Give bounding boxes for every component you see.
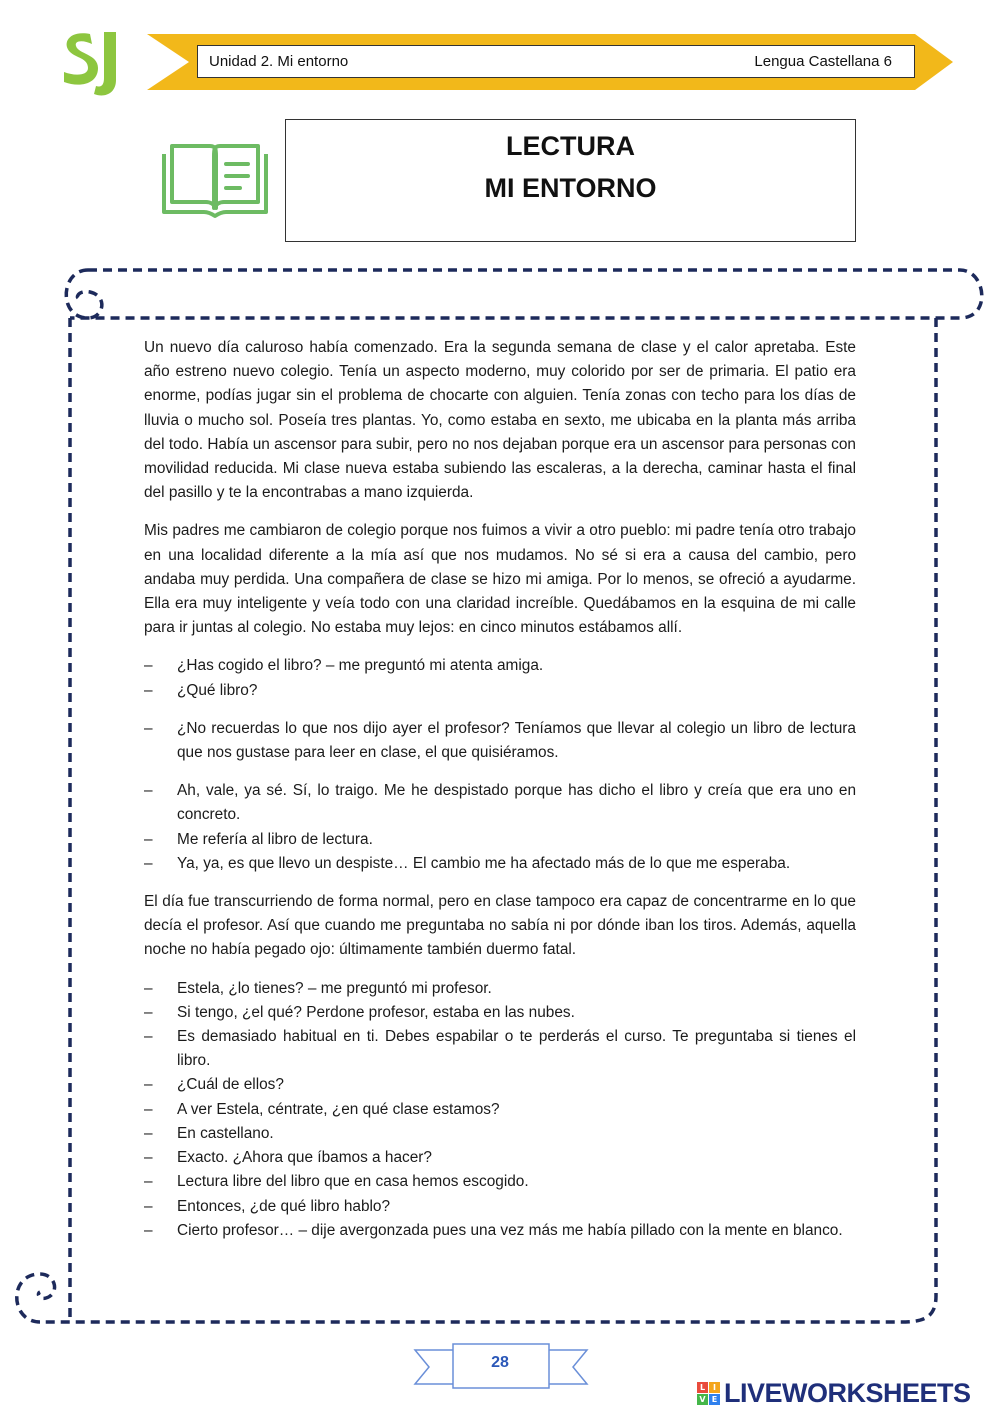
dialogue-dash: – [144, 1197, 153, 1215]
dialogue-dash: – [144, 681, 153, 699]
dialogue-dash: – [144, 1124, 153, 1142]
dialogue-text: ¿Has cogido el libro? – me preguntó mi atenta amiga. [177, 657, 544, 675]
dialogue-dash: – [144, 719, 153, 737]
dialogue-dash: – [144, 1076, 153, 1094]
unit-title: Unidad 2. Mi entorno [209, 53, 349, 70]
page-number: 28 [491, 1354, 509, 1371]
dialogue-line [144, 852, 856, 876]
dialogue-dash: – [144, 1149, 153, 1167]
dialogue-line [144, 1001, 856, 1025]
dialogue-line [144, 1073, 856, 1097]
dialogue-dash: – [144, 830, 153, 848]
dialogue-dash: – [144, 1100, 153, 1118]
dialogue-text: Si tengo, ¿el qué? Perdone profesor, estaba en las nubes. [177, 1003, 575, 1021]
subject-title: Lengua Castellana 6 [754, 53, 892, 70]
dialogue-line [144, 977, 856, 1001]
dialogue-line [144, 1219, 856, 1243]
school-logo [60, 28, 128, 98]
dialogue-text: En castellano. [177, 1124, 274, 1142]
dialogue-dash: – [144, 657, 153, 675]
dialogue-text: ¿Cuál de ellos? [177, 1076, 284, 1094]
title-box [285, 119, 856, 242]
dialogue-text: Estela, ¿lo tienes? – me preguntó mi profesor. [177, 979, 492, 997]
dialogue-line [144, 1195, 856, 1219]
reading-title: MI ENTORNO [484, 173, 657, 203]
header-box [197, 45, 915, 78]
dialogue-dash: – [144, 979, 153, 997]
reading-heading: LECTURA [506, 131, 635, 161]
dialogue-line [144, 1146, 856, 1170]
brand-name: LIVEWORKSHEETS [724, 1378, 971, 1408]
dialogue-text: Cierto profesor… – dije avergonzada pues una vez más me había pillado con la mente en blanco. [177, 1221, 843, 1239]
paragraph: Un nuevo día caluroso había comenzado. Era la segunda semana de clase y el calor apretaba. Este año estreno nuevo colegio. Tenía un aspecto moderno, muy colorido por ser de primaria. El patio era enorme, podías jugar sin el problema de chocarte con alguien. Tenía zonas con techo para los días de lluvia o mucho sol. Poseía tres plantas. Yo, como estaba en sexto, me ubicaba en la planta más arriba del todo. Había un ascensor para subir, pero no nos dejaban porque era un ascensor para personas con movilidad reducida. Mi clase nueva estaba subiendo las escaleras, a la derecha, caminar hasta el final del pasillo y te la encontrabas a mano izquierda. [144, 339, 856, 502]
dialogue-text: ¿No recuerdas lo que nos dijo ayer el profesor? Teníamos que llevar al colegio un libro de lectura que nos gustase para leer en clase, el que quisiéramos. [177, 719, 856, 762]
dialogue-text: Exacto. ¿Ahora que íbamos a hacer? [177, 1149, 432, 1167]
dialogue-text: Es demasiado habitual en ti. Debes espabilar o te perderás el curso. Te preguntaba si tienes el libro. [177, 1028, 856, 1070]
dialogue-block [144, 977, 856, 1243]
dialogue-line [144, 1098, 856, 1122]
reading-text [144, 336, 856, 1257]
dialogue-line [144, 717, 856, 765]
open-book-icon [160, 136, 270, 220]
dialogue-line [144, 1025, 856, 1073]
dialogue-dash: – [144, 1221, 153, 1239]
dialogue-line [144, 1122, 856, 1146]
dialogue-dash: – [144, 1173, 153, 1191]
dialogue-block [144, 654, 856, 702]
brand-grid-letter: E [709, 1394, 720, 1405]
brand-grid-letter: I [709, 1382, 720, 1393]
dialogue-dash: – [144, 1003, 153, 1021]
dialogue-block [144, 717, 856, 765]
dialogue-text: ¿Qué libro? [177, 681, 258, 699]
dialogue-line [144, 779, 856, 827]
brand-grid-icon [697, 1382, 720, 1405]
dialogue-text: Ya, ya, es que llevo un despiste… El cambio me ha afectado más de lo que me esperaba. [177, 854, 791, 872]
dialogue-line [144, 679, 856, 703]
dialogue-line [144, 654, 856, 678]
paragraph: El día fue transcurriendo de forma normal, pero en clase tampoco era capaz de concentrarme en lo que decía el profesor. Así que cuando me preguntaba no sabía ni por dónde iban los tiros. Además, aquella noche no había pegado ojo: últimamente también duermo fatal. [144, 893, 856, 959]
brand-grid-letter: V [697, 1394, 708, 1405]
dialogue-text: Ah, vale, ya sé. Sí, lo traigo. Me he despistado porque has dicho el libro y creía que era uno en concreto. [177, 782, 856, 824]
dialogue-line [144, 828, 856, 852]
dialogue-text: Me refería al libro de lectura. [177, 830, 373, 848]
dialogue-text: Entonces, ¿de qué libro hablo? [177, 1197, 391, 1215]
dialogue-dash: – [144, 854, 153, 872]
paragraph: Mis padres me cambiaron de colegio porque nos fuimos a vivir a otro pueblo: mi padre tenía otro trabajo en una localidad diferente a la mía así que nos mudamos. No sé si era a causa del cambio, pero andaba muy perdida. Una compañera de clase se hizo mi amiga. Por lo menos, se ofreció a ayudarme. Ella era muy inteligente y veía todo con una claridad increíble. Quedábamos en la esquina de mi calle para ir juntas al colegio. No estaba muy lejos: en cinco minutos estábamos allí. [144, 522, 856, 637]
liveworksheets-logo [697, 1378, 971, 1409]
dialogue-block [144, 779, 856, 876]
dialogue-text: A ver Estela, céntrate, ¿en qué clase estamos? [177, 1100, 500, 1118]
dialogue-dash: – [144, 1028, 153, 1046]
dialogue-dash: – [144, 782, 153, 800]
dialogue-text: Lectura libre del libro que en casa hemos escogido. [177, 1173, 529, 1191]
dialogue-line [144, 1170, 856, 1194]
brand-grid-letter: L [697, 1382, 708, 1393]
